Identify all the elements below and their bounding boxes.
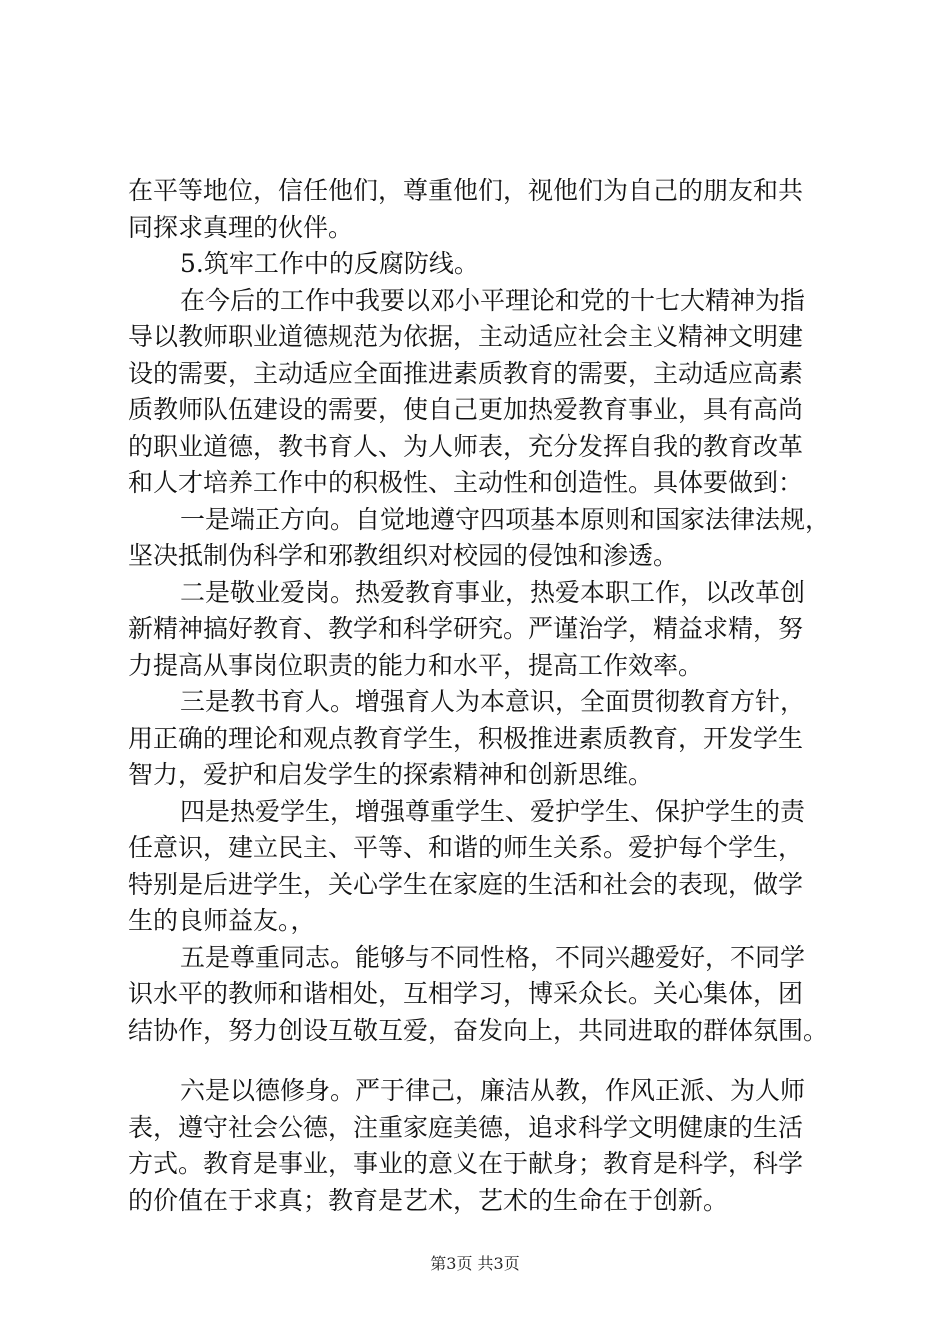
text-line: 四是热爱学生，增强尊重学生、爱护学生、保护学生的责	[180, 796, 806, 826]
text-line: 新精神搞好教育、教学和科学研究。严谨治学，精益求精，努	[128, 614, 804, 643]
text-line: 方式。教育是事业，事业的意义在于献身；教育是科学，科学	[128, 1149, 804, 1178]
text-line: 力提高从事岗位职责的能力和水平，提高工作效率。	[128, 650, 704, 680]
text-line: 智力，爱护和启发学生的探索精神和创新思维。	[128, 760, 654, 789]
text-line: 二是敬业爱岗。热爱教育事业，热爱本职工作，以改革创	[180, 577, 806, 607]
text-line: 同探求真理的伙伴。	[128, 212, 354, 242]
document-body	[128, 173, 848, 1219]
text-line: 的价值在于求真；教育是艺术，艺术的生命在于创新。	[128, 1185, 729, 1215]
page-footer	[0, 1254, 950, 1274]
text-line: 坚决抵制伪科学和邪教组织对校园的侵蚀和渗透。	[128, 541, 679, 570]
text-line: 识水平的教师和谐相处，互相学习，博采众长。关心集体，团	[128, 979, 804, 1008]
text-line: 任意识，建立民主、平等、和谐的师生关系。爱护每个学生，	[128, 833, 804, 862]
text-line: 五是尊重同志。能够与不同性格，不同兴趣爱好，不同学	[180, 942, 806, 972]
paragraph-gap	[128, 1049, 848, 1073]
text-line: 质教师队伍建设的需要，使自己更加热爱教育事业，具有高尚	[128, 395, 804, 424]
page-number: 第3页 共3页	[430, 1254, 520, 1273]
text-line: 设的需要，主动适应全面推进素质教育的需要，主动适应高素	[128, 358, 804, 388]
text-line: 三是教书育人。增强育人为本意识，全面贯彻教育方针，	[180, 687, 806, 716]
text-line: 六是以德修身。严于律己，廉洁从教，作风正派、为人师	[180, 1076, 806, 1105]
text-line: 导以教师职业道德规范为依据，主动适应社会主义精神文明建	[128, 322, 804, 351]
text-line: 特别是后进学生，关心学生在家庭的生活和社会的表现，做学	[128, 869, 804, 899]
text-line: 在平等地位，信任他们，尊重他们，视他们为自己的朋友和共	[128, 176, 804, 205]
text-line: 用正确的理论和观点教育学生，积极推进素质教育，开发学生	[128, 723, 804, 753]
text-line: 的职业道德，教书育人、为人师表，充分发挥自我的教育改革	[128, 431, 804, 461]
text-line: 表，遵守社会公德，注重家庭美德，追求科学文明健康的生活	[128, 1112, 804, 1142]
text-line: 一是端正方向。自觉地遵守四项基本原则和国家法律法规，	[180, 504, 831, 534]
text-line: 生的良师益友。，	[128, 906, 316, 935]
text-line: 结协作，努力创设互敬互爱，奋发向上，共同进取的群体氛围。	[128, 1015, 829, 1045]
text-line: 在今后的工作中我要以邓小平理论和党的十七大精神为指	[180, 285, 806, 315]
section-heading: 5.筑牢工作中的反腐防线。	[180, 249, 479, 278]
text-line: 和人才培养工作中的积极性、主动性和创造性。具体要做到：	[128, 468, 804, 497]
